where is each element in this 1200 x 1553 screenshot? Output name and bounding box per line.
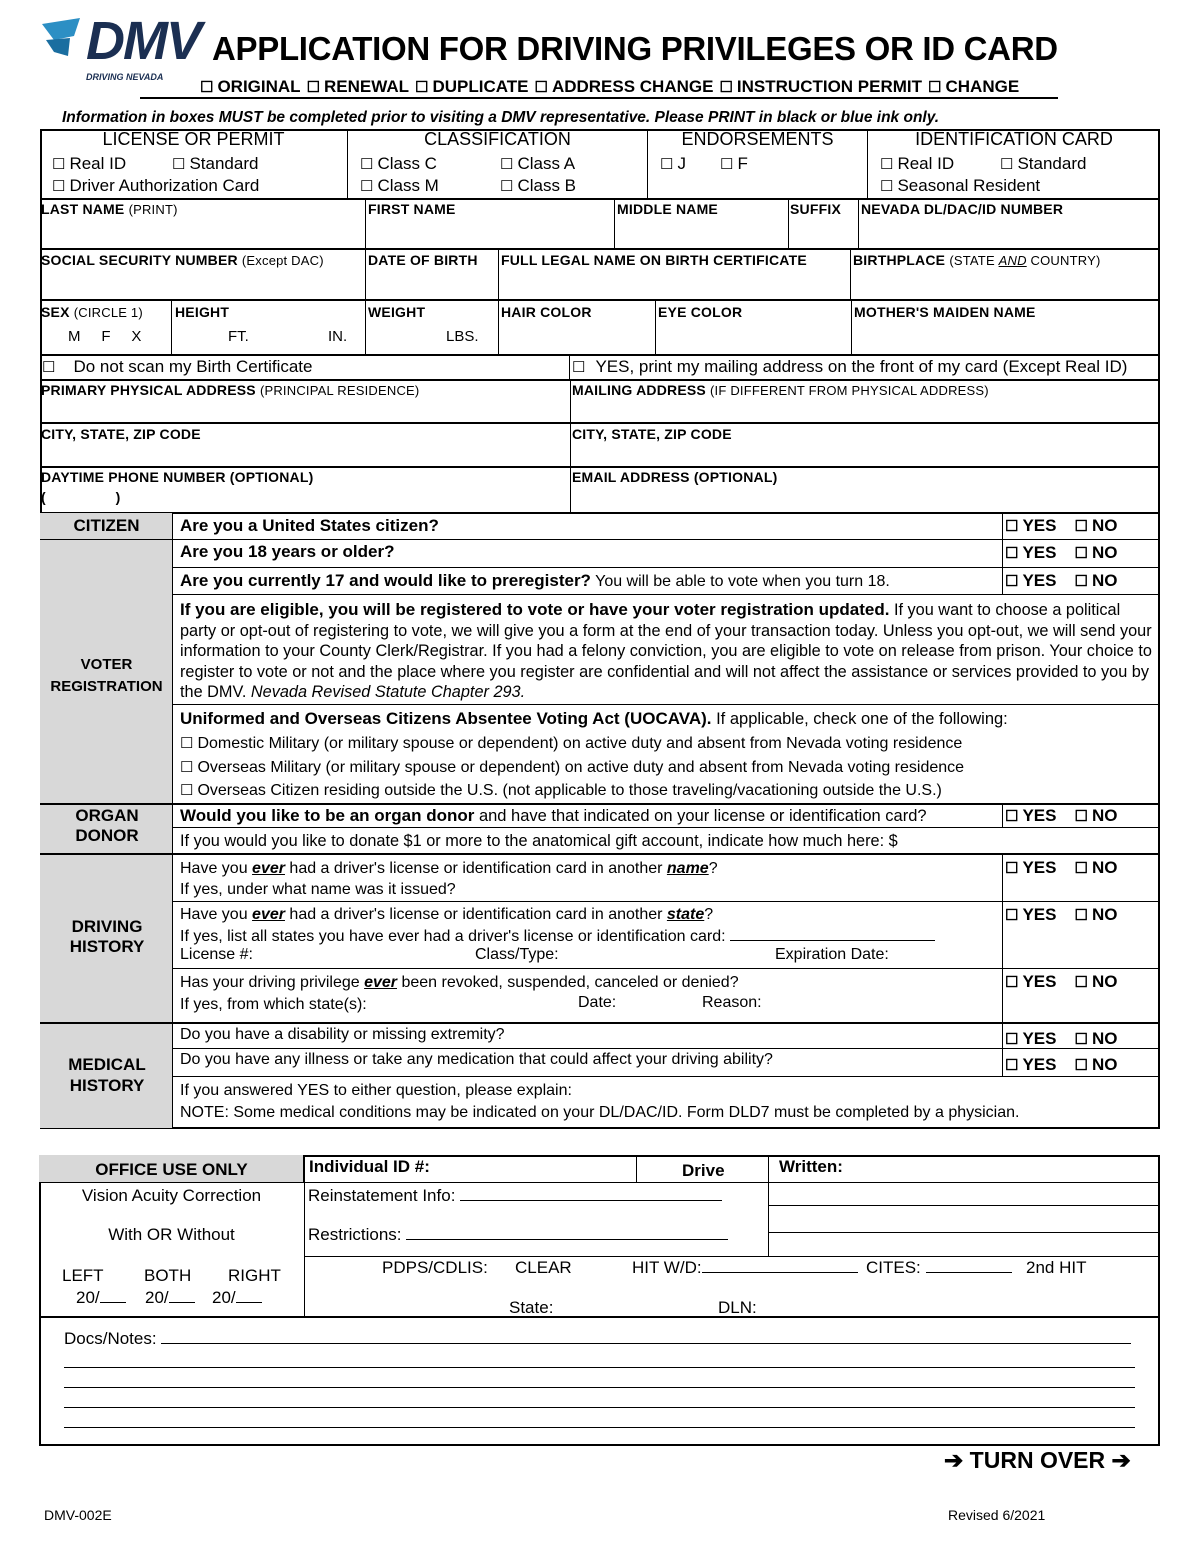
revised-date: Revised 6/2021 bbox=[948, 1507, 1046, 1523]
city-state-zip-field-1[interactable] bbox=[40, 423, 570, 466]
title-underline bbox=[140, 97, 1058, 99]
medical-q1: Do you have a disability or missing extremity? bbox=[180, 1026, 505, 1043]
city-state-zip-label-2: CITY, STATE, ZIP CODE bbox=[572, 426, 732, 442]
driving-history-label: DRIVING HISTORY bbox=[69, 917, 145, 956]
dob-field[interactable] bbox=[366, 249, 499, 299]
class-c[interactable]: ☐ Class C bbox=[360, 154, 437, 174]
citizen-yes-no[interactable] bbox=[1005, 516, 1135, 536]
birthplace-field[interactable] bbox=[851, 249, 1159, 299]
driving-q3-date[interactable]: Date: bbox=[578, 994, 617, 1011]
citizen-yes[interactable]: ☐ YES bbox=[1005, 516, 1056, 535]
middle-name-field[interactable] bbox=[615, 199, 789, 248]
organ-no[interactable]: ☐ NO bbox=[1074, 806, 1117, 825]
pdps-cdlis[interactable]: PDPS/CDLIS: bbox=[382, 1258, 488, 1277]
first-name-field[interactable] bbox=[366, 199, 615, 248]
written-label[interactable]: Written: bbox=[779, 1157, 843, 1176]
suffix-field[interactable] bbox=[789, 199, 859, 248]
pdps-2nd-hit[interactable]: 2nd HIT bbox=[1026, 1258, 1087, 1277]
id-card-section bbox=[868, 129, 1160, 199]
vision-both-label: BOTH bbox=[144, 1266, 192, 1285]
city-state-zip-field-2[interactable] bbox=[571, 423, 1159, 466]
instructions: Information in boxes MUST be completed prior to visiting a DMV representative. Please PRINT in black or blue ink only. bbox=[62, 109, 940, 126]
application-types bbox=[200, 77, 1019, 97]
hair-color-field[interactable] bbox=[499, 300, 656, 354]
height-ft[interactable]: FT. bbox=[228, 328, 249, 345]
form-title: APPLICATION FOR DRIVING PRIVILEGES OR ID CARD bbox=[212, 30, 1058, 67]
type-instruction-permit[interactable]: ☐ INSTRUCTION PERMIT bbox=[719, 77, 922, 97]
voter-eligibility-paragraph: If you are eligible, you will be registered to vote or have your voter registration updated. If you want to choose a political party or opt-out of registering to vote, we will give you a form at the end of your transaction today. Unless you opt-out, we will send your information to your County Clerk/Registrar. If you had a felony conviction, you are eligible to vote on release from prison. Your choice to register to vote or not and the place where you register are confidential and will not affect the assistance or services provided to you by the DMV. Nevada Revised Statute Chapter 293. bbox=[180, 600, 1152, 701]
type-address-change[interactable]: ☐ ADDRESS CHANGE bbox=[534, 77, 713, 97]
citizen-label: CITIZEN bbox=[73, 516, 140, 535]
notes-line bbox=[64, 1387, 1135, 1388]
vision-left-label: LEFT bbox=[62, 1266, 104, 1285]
voter-q2-no[interactable]: ☐ NO bbox=[1074, 571, 1117, 590]
medical-explain[interactable]: If you answered YES to either question, please explain: NOTE: Some medical conditions may be indicated on your DL/DAC/ID. Form DLD7 must be completed by a physician. bbox=[180, 1082, 1020, 1121]
vision-both-field[interactable]: 20/ bbox=[145, 1288, 195, 1308]
voter-label: VOTER REGISTRATION bbox=[50, 656, 163, 695]
maiden-name-label: MOTHER'S MAIDEN NAME bbox=[854, 304, 1036, 320]
driving-q2-no[interactable]: ☐ NO bbox=[1074, 905, 1117, 924]
logo-text: DMV bbox=[86, 11, 200, 71]
driving-class-type[interactable]: Class/Type: bbox=[475, 946, 559, 963]
office-use-title: OFFICE USE ONLY bbox=[95, 1160, 248, 1179]
individual-id-label[interactable]: Individual ID #: bbox=[309, 1157, 430, 1176]
physical-address-label: PRIMARY PHYSICAL ADDRESS (PRINCIPAL RESIDENCE) bbox=[41, 382, 420, 398]
voter-q1-yes[interactable]: ☐ YES bbox=[1005, 543, 1056, 562]
no-scan-checkbox[interactable]: ☐ Do not scan my Birth Certificate bbox=[42, 357, 312, 377]
city-state-zip-label-1: CITY, STATE, ZIP CODE bbox=[41, 426, 201, 442]
driving-q2-yes-no[interactable] bbox=[1005, 905, 1135, 925]
class-m[interactable]: ☐ Class M bbox=[360, 176, 439, 196]
class-b[interactable]: ☐ Class B bbox=[500, 176, 576, 196]
driving-q3-yes-no[interactable] bbox=[1005, 972, 1135, 992]
height-in[interactable]: IN. bbox=[328, 328, 348, 345]
maiden-name-field[interactable] bbox=[852, 300, 1159, 354]
license-permit-section bbox=[40, 129, 348, 199]
voter-q2-yes[interactable]: ☐ YES bbox=[1005, 571, 1056, 590]
organ-yes[interactable]: ☐ YES bbox=[1005, 806, 1056, 825]
uocava-heading: Uniformed and Overseas Citizens Absentee Voting Act (UOCAVA). If applicable, check one of the following: bbox=[180, 709, 1008, 728]
vision-acuity: Vision Acuity Correction bbox=[81, 1186, 262, 1205]
endorsements-title: ENDORSEMENTS bbox=[681, 129, 834, 149]
vision-right-label: RIGHT bbox=[228, 1266, 281, 1285]
organ-donor-label: ORGAN DONOR bbox=[75, 806, 139, 845]
middle-name-label: MIDDLE NAME bbox=[617, 201, 718, 217]
pdps-cites[interactable]: CITES: bbox=[866, 1258, 1012, 1278]
pdps-hit[interactable]: HIT W/D: bbox=[632, 1258, 858, 1278]
full-legal-name-label: FULL LEGAL NAME ON BIRTH CERTIFICATE bbox=[501, 252, 807, 268]
eye-color-field[interactable] bbox=[656, 300, 852, 354]
id-real-id[interactable]: ☐ Real ID bbox=[880, 154, 954, 174]
driving-q3: Has your driving privilege ever been revoked, suspended, canceled or denied? If yes, from which state(s): bbox=[180, 974, 739, 1013]
voter-q1: Are you 18 years or older? bbox=[180, 542, 395, 561]
mailing-address-field[interactable] bbox=[571, 380, 1159, 422]
citizen-question: Are you a United States citizen? bbox=[180, 516, 439, 535]
organ-yes-no[interactable] bbox=[1005, 806, 1135, 826]
uocava-domestic[interactable]: ☐ Domestic Military (or military spouse or dependent) on active duty and absent from Nevada voting residence bbox=[180, 734, 962, 753]
endorsement-j[interactable]: ☐ J bbox=[660, 154, 686, 174]
medical-q1-yes[interactable]: ☐ YES bbox=[1005, 1029, 1056, 1048]
driving-q3-no[interactable]: ☐ NO bbox=[1074, 972, 1117, 991]
vision-left-field[interactable]: 20/ bbox=[76, 1288, 126, 1308]
driving-q2: Have you ever had a driver's license or identification card in another state? If yes, list all states you have ever had a driver's license or identification card: bbox=[180, 904, 935, 947]
physical-address-field[interactable] bbox=[40, 380, 570, 422]
first-name-label: FIRST NAME bbox=[368, 201, 456, 217]
driving-q1: Have you ever had a driver's license or identification card in another name? If yes, under what name was it issued? bbox=[180, 860, 718, 898]
hair-color-label: HAIR COLOR bbox=[501, 304, 592, 320]
full-legal-name-field[interactable] bbox=[499, 249, 851, 299]
type-duplicate[interactable]: ☐ DUPLICATE bbox=[415, 77, 528, 97]
pdps-state[interactable]: State: bbox=[509, 1298, 554, 1317]
dob-label: DATE OF BIRTH bbox=[368, 252, 478, 268]
voter-q2-yes-no[interactable] bbox=[1005, 571, 1135, 591]
type-change[interactable]: ☐ CHANGE bbox=[928, 77, 1019, 97]
voter-q1-no[interactable]: ☐ NO bbox=[1074, 543, 1117, 562]
license-title: LICENSE OR PERMIT bbox=[102, 129, 285, 149]
email-field[interactable] bbox=[571, 467, 1159, 512]
dmv-logo bbox=[40, 11, 200, 86]
medical-history-label: MEDICAL HISTORY bbox=[68, 1055, 146, 1095]
driving-q2-yes[interactable]: ☐ YES bbox=[1005, 905, 1056, 924]
weight-label: WEIGHT bbox=[368, 304, 426, 320]
endorsement-f[interactable]: ☐ F bbox=[720, 154, 748, 174]
sex-options[interactable]: M F X bbox=[68, 328, 142, 345]
nv-number-field[interactable] bbox=[859, 199, 1159, 248]
uocava-overseas-citizen[interactable]: ☐ Overseas Citizen residing outside the U.S. (not applicable to those traveling/vacationing outside the U.S.) bbox=[180, 781, 942, 800]
notes-line bbox=[64, 1427, 1135, 1428]
drive-label[interactable]: Drive bbox=[682, 1161, 725, 1180]
ssn-field[interactable] bbox=[40, 249, 366, 299]
classification-section bbox=[348, 129, 648, 199]
docs-notes[interactable]: Docs/Notes: bbox=[64, 1329, 1131, 1349]
driving-q3-yes[interactable]: ☐ YES bbox=[1005, 972, 1056, 991]
uocava-overseas-military[interactable]: ☐ Overseas Military (or military spouse or dependent) on active duty and absent from Nevada voting residence bbox=[180, 758, 964, 777]
classification-title: CLASSIFICATION bbox=[424, 129, 571, 149]
pdps-clear[interactable]: CLEAR bbox=[515, 1258, 572, 1277]
medical-q2-no[interactable]: ☐ NO bbox=[1074, 1055, 1117, 1074]
height-label: HEIGHT bbox=[175, 304, 230, 320]
print-mailing-checkbox[interactable]: ☐ YES, print my mailing address on the front of my card (Except Real ID) bbox=[572, 357, 1127, 377]
driving-q1-no[interactable]: ☐ NO bbox=[1074, 858, 1117, 877]
vision-right-field[interactable]: 20/ bbox=[212, 1288, 262, 1308]
driving-q3-reason[interactable]: Reason: bbox=[702, 994, 762, 1011]
email-label: EMAIL ADDRESS (OPTIONAL) bbox=[572, 469, 778, 485]
phone-label: DAYTIME PHONE NUMBER (OPTIONAL) bbox=[41, 469, 314, 485]
arrow-right-icon: ➔ bbox=[944, 1447, 970, 1473]
id-standard[interactable]: ☐ Standard bbox=[1000, 154, 1086, 174]
notes-line bbox=[64, 1367, 1135, 1368]
ssn-label: SOCIAL SECURITY NUMBER (Except DAC) bbox=[41, 252, 324, 268]
last-name-field[interactable] bbox=[40, 199, 366, 248]
last-name-label: LAST NAME (PRINT) bbox=[41, 201, 178, 217]
suffix-label: SUFFIX bbox=[790, 201, 841, 217]
type-original[interactable]: ☐ ORIGINAL bbox=[200, 77, 301, 97]
voter-q2: Are you currently 17 and would like to preregister? You will be able to vote when you turn 18. bbox=[180, 571, 890, 590]
eye-color-label: EYE COLOR bbox=[658, 304, 743, 320]
endorsements-section bbox=[648, 129, 868, 199]
birthplace-label: BIRTHPLACE (STATE AND COUNTRY) bbox=[853, 252, 1101, 268]
form-number: DMV-002E bbox=[44, 1507, 112, 1523]
license-real-id[interactable]: ☐ Real ID bbox=[52, 154, 126, 174]
mailing-address-label: MAILING ADDRESS (IF DIFFERENT FROM PHYSICAL ADDRESS) bbox=[572, 382, 989, 398]
medical-q1-yes-no[interactable] bbox=[1005, 1029, 1135, 1049]
medical-q1-no[interactable]: ☐ NO bbox=[1074, 1029, 1117, 1048]
medical-q2: Do you have any illness or take any medication that could affect your driving ability? bbox=[180, 1051, 773, 1068]
sex-label: SEX (CIRCLE 1) bbox=[41, 304, 143, 320]
weight-lbs[interactable]: LBS. bbox=[446, 328, 479, 345]
driving-expiration[interactable]: Expiration Date: bbox=[775, 946, 889, 963]
notes-line bbox=[64, 1407, 1135, 1408]
nv-number-label: NEVADA DL/DAC/ID NUMBER bbox=[861, 201, 1064, 217]
organ-question: Would you like to be an organ donor and have that indicated on your license or identification card? bbox=[180, 806, 927, 825]
organ-donation-amount[interactable]: If you would you like to donate $1 or more to the anatomical gift account, indicate how much here: $ bbox=[180, 832, 898, 850]
driving-q1-yes[interactable]: ☐ YES bbox=[1005, 858, 1056, 877]
logo-subtitle: DRIVING NEVADA bbox=[86, 72, 164, 82]
license-standard[interactable]: ☐ Standard bbox=[172, 154, 258, 174]
id-card-title: IDENTIFICATION CARD bbox=[915, 129, 1113, 149]
restrictions[interactable]: Restrictions: bbox=[308, 1225, 728, 1245]
citizen-no[interactable]: ☐ NO bbox=[1074, 516, 1117, 535]
class-a[interactable]: ☐ Class A bbox=[500, 154, 575, 174]
driving-license-number[interactable]: License #: bbox=[180, 946, 253, 963]
pdps-dln[interactable]: DLN: bbox=[718, 1298, 757, 1317]
voter-q1-yes-no[interactable] bbox=[1005, 543, 1135, 563]
vision-with-without: With OR Without bbox=[108, 1225, 235, 1244]
phone-field[interactable]: ( ) bbox=[41, 489, 121, 505]
id-seasonal[interactable]: ☐ Seasonal Resident bbox=[880, 176, 1040, 196]
medical-q2-yes-no[interactable] bbox=[1005, 1055, 1135, 1075]
arrow-right-icon: ➔ bbox=[1105, 1447, 1131, 1473]
type-renewal[interactable]: ☐ RENEWAL bbox=[307, 77, 409, 97]
turn-over: ➔ TURN OVER ➔ bbox=[944, 1447, 1131, 1473]
driving-q1-yes-no[interactable] bbox=[1005, 858, 1135, 878]
medical-q2-yes[interactable]: ☐ YES bbox=[1005, 1055, 1056, 1074]
license-dac[interactable]: ☐ Driver Authorization Card bbox=[52, 176, 259, 196]
reinstatement-info[interactable]: Reinstatement Info: bbox=[308, 1186, 722, 1206]
